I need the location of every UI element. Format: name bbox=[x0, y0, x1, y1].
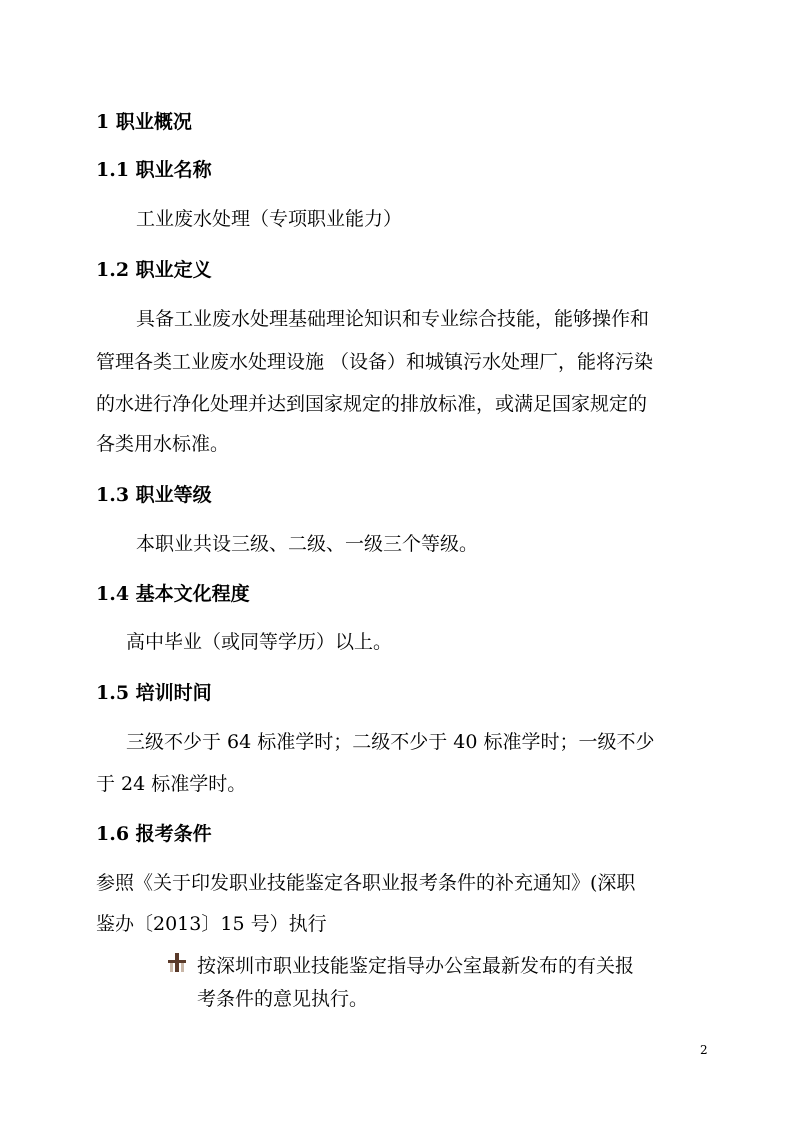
paragraph-line: 的水进行净化处理并达到国家规定的排放标准，或满足国家规定的 bbox=[96, 393, 648, 415]
paragraph-line: 管理各类工业废水处理设施 （设备）和城镇污水处理厂，能将污染 bbox=[96, 351, 654, 373]
paragraph-line: 具备工业废水处理基础理论知识和专业综合技能，能够操作和 bbox=[136, 308, 650, 330]
paragraph-line: 于 24 标准学时。 bbox=[96, 773, 247, 795]
paragraph-line: 本职业共设三级、二级、一级三个等级。 bbox=[136, 533, 479, 555]
section-heading-1-2: 1.2 职业定义 bbox=[96, 259, 212, 281]
paragraph-line: 各类用水标准。 bbox=[96, 433, 230, 455]
section-heading-1-3: 1.3 职业等级 bbox=[96, 484, 212, 506]
paragraph-line: 工业废水处理（专项职业能力） bbox=[136, 208, 403, 230]
paragraph-line: 参照《关于印发职业技能鉴定各职业报考条件的补充通知》(深职 bbox=[96, 872, 636, 894]
section-heading-1-4: 1.4 基本文化程度 bbox=[96, 583, 250, 605]
section-heading-1: 1 职业概况 bbox=[96, 111, 192, 133]
section-heading-1-5: 1.5 培训时间 bbox=[96, 682, 212, 704]
paragraph-line: 高中毕业（或同等学历）以上。 bbox=[126, 631, 393, 653]
paragraph-line: 三级不少于 64 标准学时；二级不少于 40 标准学时；一级不少 bbox=[126, 731, 655, 753]
section-heading-1-6: 1.6 报考条件 bbox=[96, 823, 212, 845]
bullet-line: 考条件的意见执行。 bbox=[197, 988, 369, 1010]
paragraph-line: 鉴办〔2013〕15 号）执行 bbox=[96, 913, 327, 935]
section-heading-1-1: 1.1 职业名称 bbox=[96, 159, 212, 181]
page-number: 2 bbox=[700, 1043, 708, 1057]
arrow-bullet-icon bbox=[166, 952, 188, 974]
bullet-line: 按深圳市职业技能鉴定指导办公室最新发布的有关报 bbox=[197, 955, 635, 977]
